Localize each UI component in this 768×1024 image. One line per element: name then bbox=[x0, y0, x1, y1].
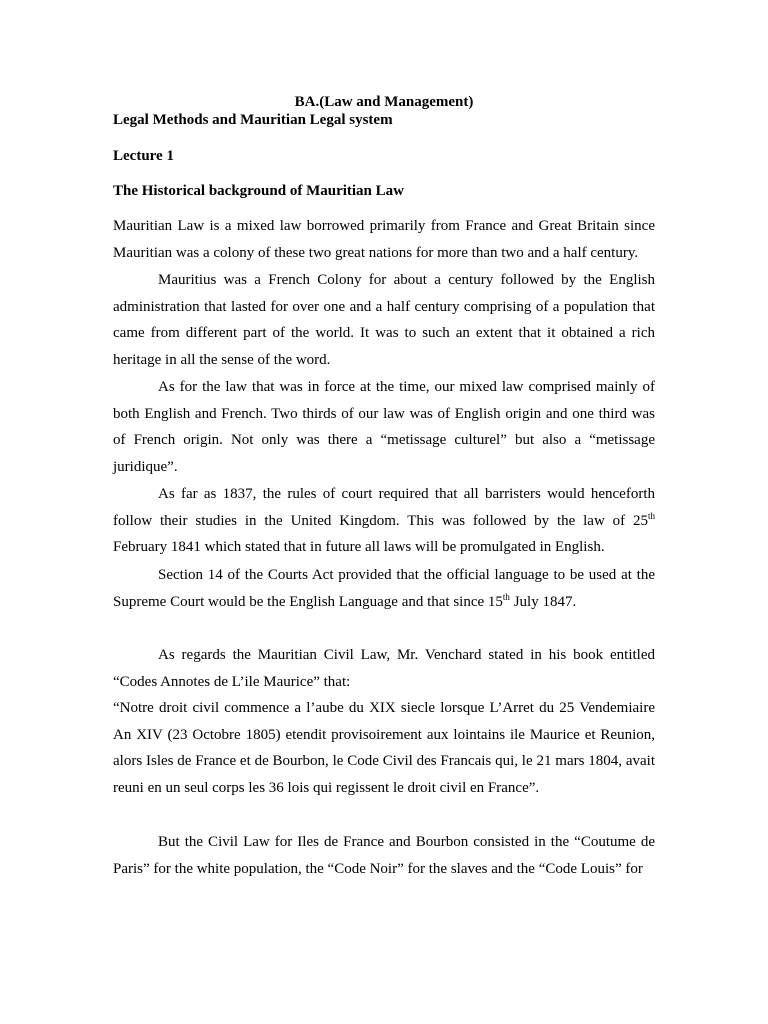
paragraph-courts-act-text-b: July 1847. bbox=[509, 593, 577, 610]
paragraph-venchard: As regards the Mauritian Civil Law, Mr. Venchard stated in his book entitled “Codes Annotes de L’ile Maurice” that: bbox=[113, 647, 655, 690]
ordinal-suffix: th bbox=[502, 591, 510, 602]
paragraph-1837 bbox=[113, 481, 655, 561]
paragraph-courts-act bbox=[113, 562, 655, 615]
module-title: Legal Methods and Mauritian Legal system bbox=[113, 112, 393, 128]
paragraph-courts-act-text-a: Section 14 of the Courts Act provided that the official language to be used at the Supreme Court would be the English Language and that since 15 bbox=[113, 567, 655, 610]
paragraph-civil-law: But the Civil Law for Iles de France and Bourbon consisted in the “Coutume de Paris” for the white population, the “Code Noir” for the slaves and the “Code Louis” for bbox=[113, 834, 655, 877]
ordinal-suffix: th bbox=[647, 510, 655, 521]
paragraph-mixed-law: As for the law that was in force at the time, our mixed law comprised mainly of both English and French. Two thirds of our law was of English origin and one third was of French origin. Not only was there a “metissage culturel” but also a “metissage juridique”. bbox=[113, 379, 655, 476]
lecture-heading: Lecture 1 bbox=[113, 148, 174, 164]
paragraph-intro: Mauritian Law is a mixed law borrowed primarily from France and Great Britain since Mauritian was a colony of these two great nations for more than two and a half century. bbox=[113, 218, 655, 261]
paragraph-colony: Mauritius was a French Colony for about a century followed by the English administration that lasted for over one and a half century comprising of a population that came from different part of the world. It was to such an extent that it obtained a rich heritage in all the sense of the word. bbox=[113, 272, 655, 369]
french-quotation: “Notre droit civil commence a l’aube du XIX siecle lorsque L’Arret du 25 Vendemiaire An XIV (23 Octobre 1805) etendit provisoirement aux lointains ile Maurice et Reunion, alors Isles de France et de Bourbon, le Code Civil des Francais qui, le 21 mars 1804, avait reuni en un seul corps les 36 lois qui regissent le droit civil en France”. bbox=[113, 700, 655, 796]
course-title: BA.(Law and Management) bbox=[294, 94, 474, 110]
paragraph-1837-text-b: February 1841 which stated that in future all laws will be promulgated in English. bbox=[113, 539, 605, 556]
section-title: The Historical background of Mauritian Law bbox=[113, 183, 404, 199]
paragraph-1837-text-a: As far as 1837, the rules of court required that all barristers would henceforth follow their studies in the United Kingdom. This was followed by the law of 25 bbox=[113, 486, 655, 529]
